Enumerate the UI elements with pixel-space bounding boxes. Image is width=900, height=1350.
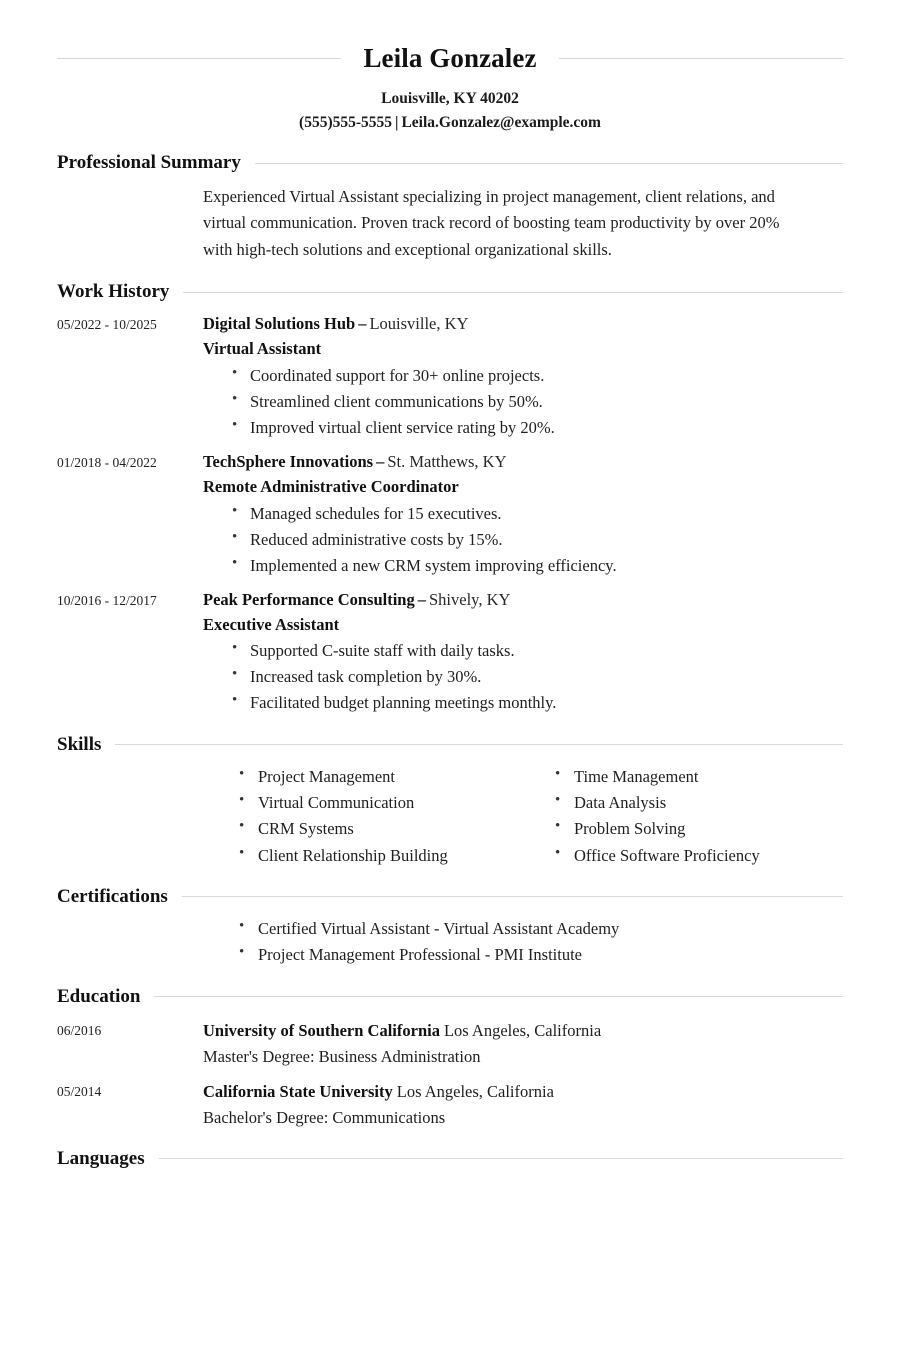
- list-item: • Improved virtual client service rating by 20%.: [203, 415, 843, 441]
- list-item: • CRM Systems: [237, 816, 553, 842]
- section-title-work-history: Work History: [57, 280, 170, 302]
- contact-separator: |: [395, 113, 399, 131]
- work-entry-company: Peak Performance Consulting: [203, 589, 415, 609]
- name-rule-left: [57, 58, 341, 59]
- work-entry-details: [203, 450, 843, 579]
- section-title-education: Education: [57, 985, 141, 1007]
- education-entry-details: [203, 1018, 843, 1069]
- section-heading: [57, 986, 843, 1009]
- list-item: • Implemented a new CRM system improving efficiency.: [203, 553, 843, 579]
- list-item: • Coordinated support for 30+ online projects.: [203, 363, 843, 389]
- work-entry-bullets: [203, 501, 843, 579]
- work-entry-dash: –: [417, 589, 426, 609]
- work-entry-company: Digital Solutions Hub: [203, 314, 356, 334]
- work-entry-location: Louisville, KY: [369, 314, 469, 334]
- section-heading: [57, 886, 843, 909]
- work-entry-details: [203, 588, 843, 717]
- section-heading: [57, 1148, 843, 1171]
- work-entry-bullets: [203, 638, 843, 716]
- education-entry-school: California State University: [203, 1082, 393, 1102]
- education-entry-date: 06/2016: [57, 1023, 102, 1039]
- work-entry-company: TechSphere Innovations: [203, 452, 374, 472]
- work-entry-org-line: [203, 312, 843, 337]
- summary-body: [57, 184, 843, 264]
- list-item: • Reduced administrative costs by 15%.: [203, 527, 843, 553]
- section-work-history: [0, 281, 900, 717]
- certifications-list: [237, 916, 843, 968]
- skills-grid: [57, 764, 843, 868]
- list-item: • Problem Solving: [553, 816, 869, 842]
- summary-text: Experienced Virtual Assistant specializing in project management, client relations, and virtual communication. Proven track record of boosting team productivity by over 20% with high-tech solutions and exceptional organizational skills.: [203, 186, 780, 259]
- section-rule: [182, 896, 843, 897]
- section-rule: [183, 292, 843, 293]
- list-item: • Office Software Proficiency: [553, 843, 869, 869]
- work-entry-org-line: [203, 450, 843, 475]
- section-rule: [115, 744, 843, 745]
- list-item: • Project Management: [237, 764, 553, 790]
- list-item: • Data Analysis: [553, 790, 869, 816]
- work-entry-location: Shively, KY: [428, 589, 511, 609]
- work-entry-role: Remote Administrative Coordinator: [203, 476, 459, 496]
- skills-column-right: [553, 764, 869, 868]
- section-certifications: [0, 886, 900, 969]
- education-entry: [57, 1079, 843, 1130]
- section-rule: [154, 996, 843, 997]
- section-languages: [0, 1148, 900, 1171]
- work-entry-details: [203, 312, 843, 441]
- work-entry-dates: 05/2022 - 10/2025: [57, 317, 157, 333]
- list-item: • Facilitated budget planning meetings monthly.: [203, 690, 843, 716]
- education-entry-place: Los Angeles, California: [396, 1082, 554, 1102]
- list-item: • Client Relationship Building: [237, 843, 553, 869]
- work-entry-role: Executive Assistant: [203, 614, 340, 634]
- section-skills: [0, 734, 900, 869]
- list-item: • Supported C-suite staff with daily tasks.: [203, 638, 843, 664]
- contact-phone: (555)555-5555: [299, 113, 393, 131]
- section-heading: [57, 152, 843, 175]
- skills-column-left: [237, 764, 553, 868]
- education-entry-degree: Bachelor's Degree: Communications: [203, 1107, 446, 1127]
- section-rule: [159, 1158, 843, 1159]
- list-item: • Streamlined client communications by 50%.: [203, 389, 843, 415]
- name-row: [0, 44, 900, 74]
- education-entry-school: University of Southern California: [203, 1021, 440, 1041]
- contact-location: Louisville, KY 40202: [381, 89, 519, 107]
- section-heading: [57, 281, 843, 304]
- list-item: • Managed schedules for 15 executives.: [203, 501, 843, 527]
- work-entry-bullets: [203, 363, 843, 441]
- section-education: [0, 986, 900, 1131]
- work-entry-location: St. Matthews, KY: [387, 452, 507, 472]
- education-entry-degree: Master's Degree: Business Administration: [203, 1046, 481, 1066]
- education-entry-place: Los Angeles, California: [443, 1021, 602, 1041]
- education-entry-details: [203, 1079, 843, 1130]
- skills-list-right: [553, 764, 869, 868]
- work-entry-dash: –: [376, 452, 385, 472]
- contact-email: Leila.Gonzalez@example.com: [401, 113, 601, 131]
- education-entry-date: 05/2014: [57, 1084, 102, 1100]
- education-entry: [57, 1018, 843, 1069]
- work-entry: [57, 312, 843, 441]
- list-item: • Project Management Professional - PMI Institute: [237, 942, 843, 968]
- work-entry-role: Virtual Assistant: [203, 339, 322, 359]
- education-entry-school-line: [203, 1079, 843, 1105]
- education-entry-school-line: [203, 1018, 843, 1044]
- work-entry-dash: –: [358, 314, 367, 334]
- work-entry-dates: 01/2018 - 04/2022: [57, 455, 157, 471]
- section-professional-summary: [0, 152, 900, 264]
- work-entry: [57, 588, 843, 717]
- section-title-skills: Skills: [57, 733, 102, 755]
- contact-line: [0, 111, 900, 135]
- section-title-summary: Professional Summary: [57, 151, 241, 173]
- work-entry: [57, 450, 843, 579]
- list-item: • Virtual Communication: [237, 790, 553, 816]
- contact-block: [0, 87, 900, 135]
- work-entry-dates: 10/2016 - 12/2017: [57, 592, 157, 608]
- certifications-body: [57, 916, 843, 968]
- candidate-name: Leila Gonzalez: [363, 43, 537, 73]
- name-rule-right: [559, 58, 843, 59]
- section-rule: [255, 163, 843, 164]
- section-title-languages: Languages: [57, 1147, 145, 1169]
- list-item: • Time Management: [553, 764, 869, 790]
- resume-header: [0, 0, 900, 135]
- skills-list-left: [237, 764, 553, 868]
- work-entry-org-line: [203, 588, 843, 613]
- section-heading: [57, 734, 843, 757]
- list-item: • Certified Virtual Assistant - Virtual Assistant Academy: [237, 916, 843, 942]
- section-title-certifications: Certifications: [57, 885, 168, 907]
- list-item: • Increased task completion by 30%.: [203, 664, 843, 690]
